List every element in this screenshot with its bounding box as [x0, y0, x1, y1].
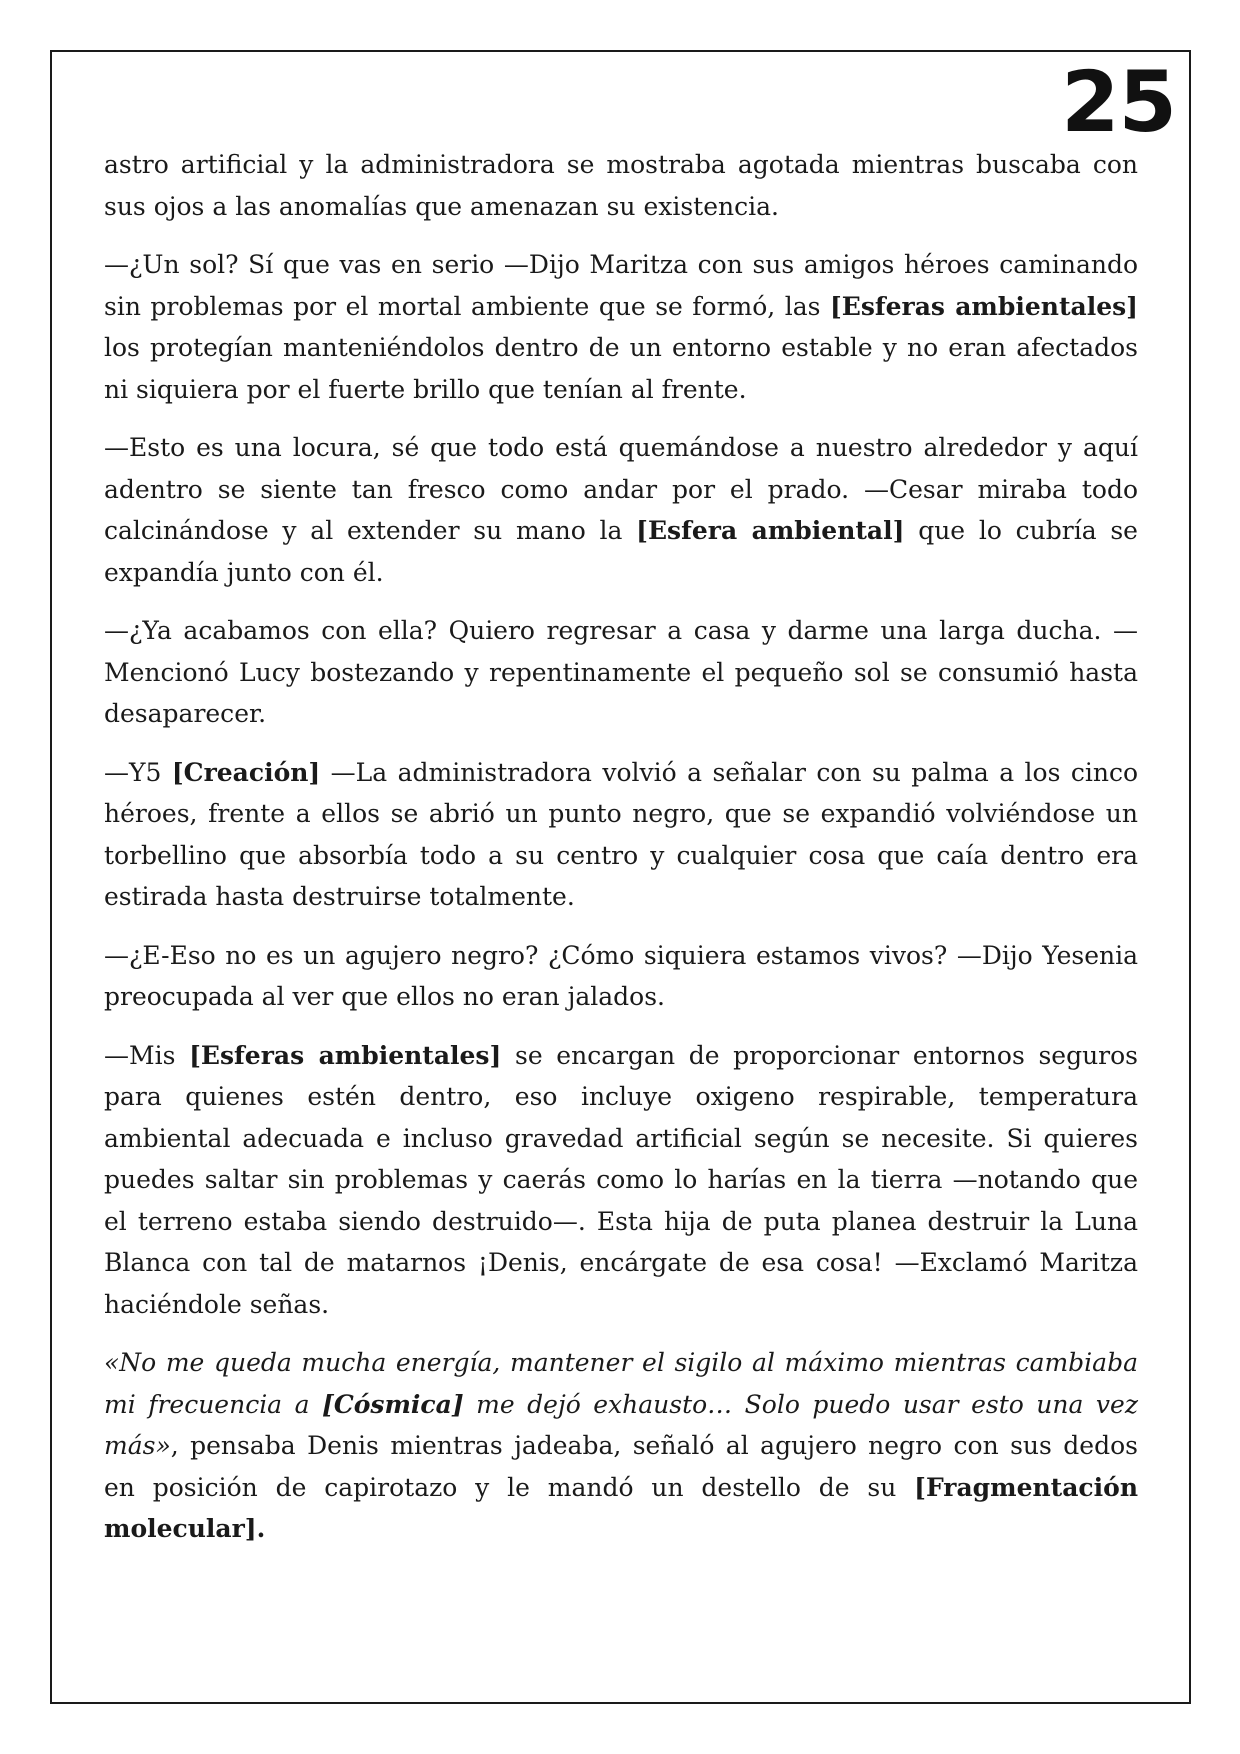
paragraph-3	[104, 427, 1138, 593]
text-run: —La administradora volvió a señalar con su palma a los cinco héroes, frente a ellos se abrió un punto negro, que se expandió volviéndose un torbellino que absorbía todo a su centro y cualquier cosa que caía dentro era estirada hasta destruirse totalmente.	[104, 757, 1139, 911]
paragraph-1	[104, 144, 1138, 227]
paragraph-2	[104, 244, 1138, 410]
text-run: —¿Ya acabamos con ella? Quiero regresar a casa y darme una larga ducha. —Mencionó Lucy bostezando y repentinamente el pequeño sol se consumió hasta desaparecer.	[104, 616, 1138, 728]
paragraph-6	[104, 935, 1138, 1018]
text-run: astro artificial y la administradora se mostraba agotada mientras buscaba con sus ojos a las anomalías que amenazan su existencia.	[104, 150, 1138, 221]
text-run: —Esto es una locura, sé que todo está quemándose a nuestro alrededor y aquí adentro se siente tan fresco como andar por el prado. —Cesar miraba todo calcinándose y al extender su mano la	[104, 433, 1138, 545]
text-run: que lo cubría se expandía junto con él.	[104, 516, 1138, 587]
italic-thought: «No me queda mucha energía, mantener el sigilo al máximo mientras cambiaba mi frecuencia a	[104, 1348, 1138, 1419]
text-run: los protegían manteniéndolos dentro de un entorno estable y no eran afectados ni siquiera por el fuerte brillo que tenían al frente.	[104, 333, 1138, 404]
story-text	[104, 144, 1138, 1567]
text-run: —Mis	[104, 1040, 190, 1070]
bold-term: [Fragmentación molecular].	[104, 1472, 1138, 1543]
paragraph-8	[104, 1342, 1138, 1550]
bold-term: [Esferas ambientales]	[189, 1040, 502, 1070]
bold-term: [Creación]	[171, 757, 321, 787]
page-number: 25	[1061, 53, 1176, 151]
paragraph-4	[104, 610, 1138, 735]
paragraph-7	[104, 1035, 1138, 1326]
text-run: —Y5	[104, 757, 172, 787]
bold-term: [Esfera ambiental]	[636, 516, 905, 545]
text-run: —¿Un sol? Sí que vas en serio —Dijo Maritza con sus amigos héroes caminando sin problemas por el mortal ambiente que se formó, las	[104, 250, 1138, 321]
bold-italic-term	[322, 1390, 464, 1419]
text-run: se encargan de proporcionar entornos seguros para quienes estén dentro, eso incluye oxigeno respirable, temperatura ambiental adecuada e incluso gravedad artificial según se necesite. Si quieres puedes saltar sin problemas y caerás como lo harías en la tierra —notando que el terreno estaba siendo destruido—. Esta hija de puta planea destruir la Luna Blanca con tal de matarnos ¡Denis, encárgate de esa cosa! —Exclamó Maritza haciéndole señas.	[104, 1040, 1139, 1319]
bold-term: [Esferas ambientales]	[829, 291, 1138, 321]
emphasis-text: [Cósmica]	[321, 1389, 464, 1419]
paragraph-5	[104, 752, 1138, 918]
text-run: , pensaba Denis mientras jadeaba, señaló al agujero negro con sus dedos en posición de capirotazo y le mandó un destello de su	[104, 1431, 1138, 1502]
text-run: —¿E-Eso no es un agujero negro? ¿Cómo siquiera estamos vivos? —Dijo Yesenia preocupada al ver que ellos no eran jalados.	[104, 940, 1138, 1011]
italic-thought: me dejó exhausto… Solo puedo usar esto una vez más»	[104, 1389, 1138, 1460]
